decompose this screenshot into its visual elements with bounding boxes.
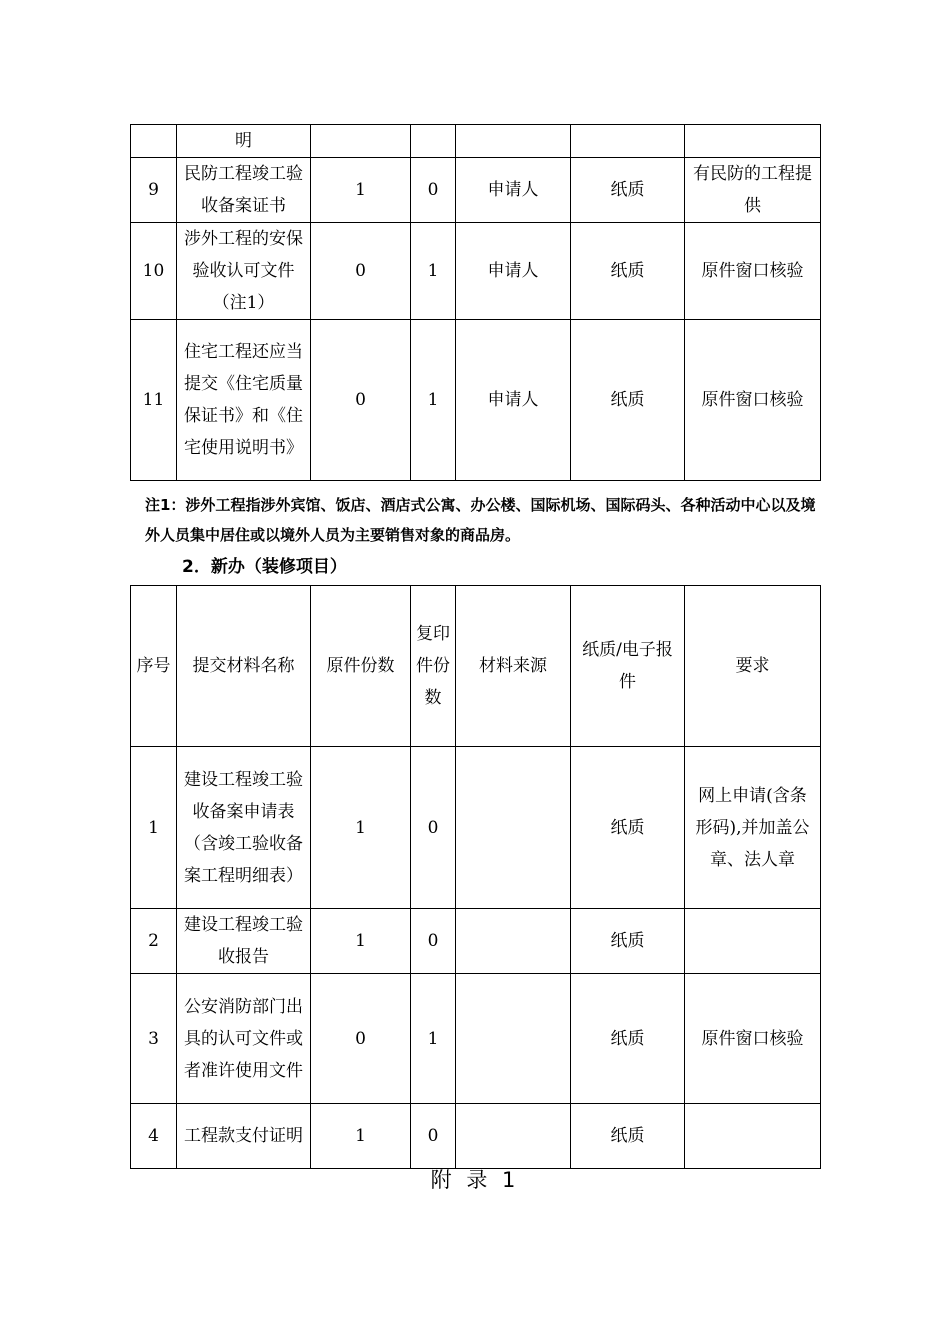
cell-no: 11 (131, 320, 177, 481)
header-name: 提交材料名称 (177, 586, 311, 747)
cell-original-count: 0 (311, 223, 411, 320)
header-requirement: 要求 (685, 586, 821, 747)
cell-name: 公安消防部门出具的认可文件或者准许使用文件 (177, 974, 311, 1104)
cell-copy-count: 0 (411, 747, 456, 909)
table-row (131, 909, 821, 974)
cell-name: 住宅工程还应当提交《住宅质量保证书》和《住宅使用说明书》 (177, 320, 311, 481)
cell-format: 纸质 (571, 974, 685, 1104)
cell-name: 涉外工程的安保验收认可文件（注1） (177, 223, 311, 320)
cell-original-count: 1 (311, 909, 411, 974)
cell-requirement: 网上申请(含条形码),并加盖公章、法人章 (685, 747, 821, 909)
cell-requirement: 原件窗口核验 (685, 320, 821, 481)
table-row (131, 747, 821, 909)
table-row (131, 974, 821, 1104)
cell-name: 建设工程竣工验收备案申请表（含竣工验收备案工程明细表） (177, 747, 311, 909)
table-row (131, 223, 821, 320)
cell-requirement: 原件窗口核验 (685, 223, 821, 320)
cell-original-count: 0 (311, 974, 411, 1104)
cell-no: 2 (131, 909, 177, 974)
header-copy-count: 复印件份数 (411, 586, 456, 747)
cell-format (571, 125, 685, 158)
table-row (131, 320, 821, 481)
cell-format: 纸质 (571, 223, 685, 320)
cell-source (456, 974, 571, 1104)
cell-requirement: 有民防的工程提供 (685, 158, 821, 223)
table-row (131, 1104, 821, 1169)
cell-format: 纸质 (571, 909, 685, 974)
footnote: 注1：涉外工程指涉外宾馆、饭店、酒店式公寓、办公楼、国际机场、国际码头、各种活动中心以及境外人员集中居住或以境外人员为主要销售对象的商品房。 (145, 496, 816, 544)
cell-requirement (685, 125, 821, 158)
cell-name: 明 (177, 125, 311, 158)
table-row (131, 125, 821, 158)
cell-source: 申请人 (456, 320, 571, 481)
cell-name: 工程款支付证明 (177, 1104, 311, 1169)
cell-requirement (685, 909, 821, 974)
cell-source: 申请人 (456, 158, 571, 223)
cell-format: 纸质 (571, 158, 685, 223)
cell-copy-count: 0 (411, 1104, 456, 1169)
cell-original-count: 0 (311, 320, 411, 481)
cell-copy-count: 1 (411, 320, 456, 481)
table-header-row (131, 586, 821, 747)
table-row (131, 158, 821, 223)
cell-source (456, 125, 571, 158)
cell-original-count: 1 (311, 747, 411, 909)
cell-no: 9 (131, 158, 177, 223)
cell-name: 民防工程竣工验收备案证书 (177, 158, 311, 223)
cell-format: 纸质 (571, 320, 685, 481)
cell-no: 1 (131, 747, 177, 909)
cell-copy-count: 1 (411, 223, 456, 320)
cell-copy-count: 0 (411, 158, 456, 223)
cell-source: 申请人 (456, 223, 571, 320)
cell-source (456, 1104, 571, 1169)
page-footer: 附 录 1 (430, 1168, 520, 1192)
materials-table-continued (130, 124, 821, 481)
materials-table-decoration (130, 585, 821, 1169)
cell-no (131, 125, 177, 158)
cell-original-count: 1 (311, 158, 411, 223)
cell-no: 10 (131, 223, 177, 320)
cell-source (456, 747, 571, 909)
section-title: 2．新办（装修项目） (182, 557, 347, 577)
cell-copy-count: 1 (411, 974, 456, 1104)
cell-format: 纸质 (571, 747, 685, 909)
header-format: 纸质/电子报件 (571, 586, 685, 747)
cell-format: 纸质 (571, 1104, 685, 1169)
cell-original-count (311, 125, 411, 158)
cell-name: 建设工程竣工验收报告 (177, 909, 311, 974)
cell-original-count: 1 (311, 1104, 411, 1169)
cell-copy-count (411, 125, 456, 158)
cell-no: 3 (131, 974, 177, 1104)
header-source: 材料来源 (456, 586, 571, 747)
cell-requirement: 原件窗口核验 (685, 974, 821, 1104)
cell-requirement (685, 1104, 821, 1169)
cell-no: 4 (131, 1104, 177, 1169)
cell-copy-count: 0 (411, 909, 456, 974)
header-original-count: 原件份数 (311, 586, 411, 747)
header-no: 序号 (131, 586, 177, 747)
cell-source (456, 909, 571, 974)
